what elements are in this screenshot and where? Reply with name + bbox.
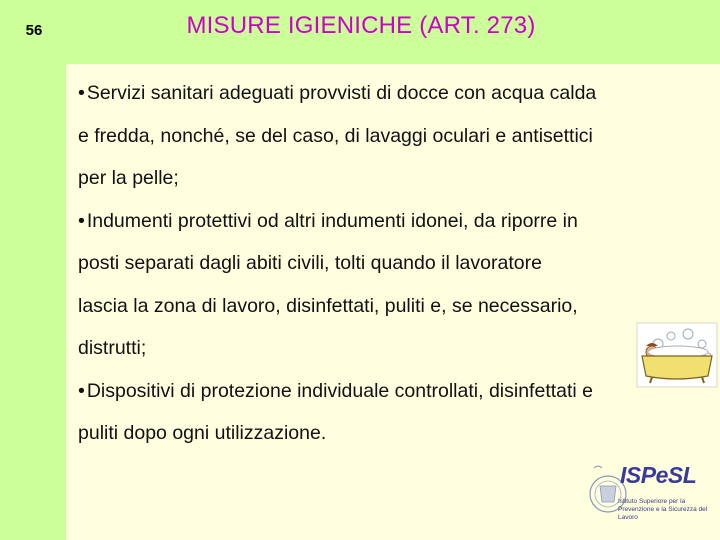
bullet-item: [78, 200, 718, 243]
bullet-line: Indumenti protettivi od altri indumenti idonei, da riporre in: [86, 209, 578, 232]
bullet-line: distrutti;: [78, 337, 147, 359]
bullet-line: e fredda, nonché, se del caso, di lavaggi oculari e antisettici: [78, 124, 593, 147]
bullet-line: Dispositivi di protezione individuale controllati, disinfettati e: [86, 379, 594, 402]
bathtub-illustration: [636, 322, 718, 388]
bullet-list: [78, 72, 718, 455]
bullet-marker: •: [78, 379, 85, 402]
slide-number: 56: [25, 22, 43, 39]
bullet-marker: •: [78, 209, 85, 232]
bullet-line: posti separati dagli abiti civili, tolti quando il lavoratore: [78, 252, 542, 274]
logo-subtitle: Istituto Superiore per la Prevenzione e la Sicurezza del Lavoro: [618, 498, 708, 521]
bullet-line: puliti dopo ogni utilizzazione.: [78, 422, 327, 444]
bullet-line: Servizi sanitari adeguati provvisti di docce con acqua calda: [86, 82, 597, 104]
logo-wordmark: ISPeSL: [620, 462, 697, 488]
bullet-item: [78, 370, 718, 413]
bullet-marker: •: [78, 82, 85, 104]
bullet-line: lascia la zona di lavoro, disinfettati, puliti e, se necessario,: [78, 294, 578, 317]
ispesl-logo: [588, 456, 716, 536]
left-sidebar: [0, 0, 66, 540]
bullet-line: per la pelle;: [78, 167, 179, 189]
bullet-item: [78, 72, 718, 115]
slide-title: MISURE IGIENICHE (ART. 273): [186, 12, 536, 39]
